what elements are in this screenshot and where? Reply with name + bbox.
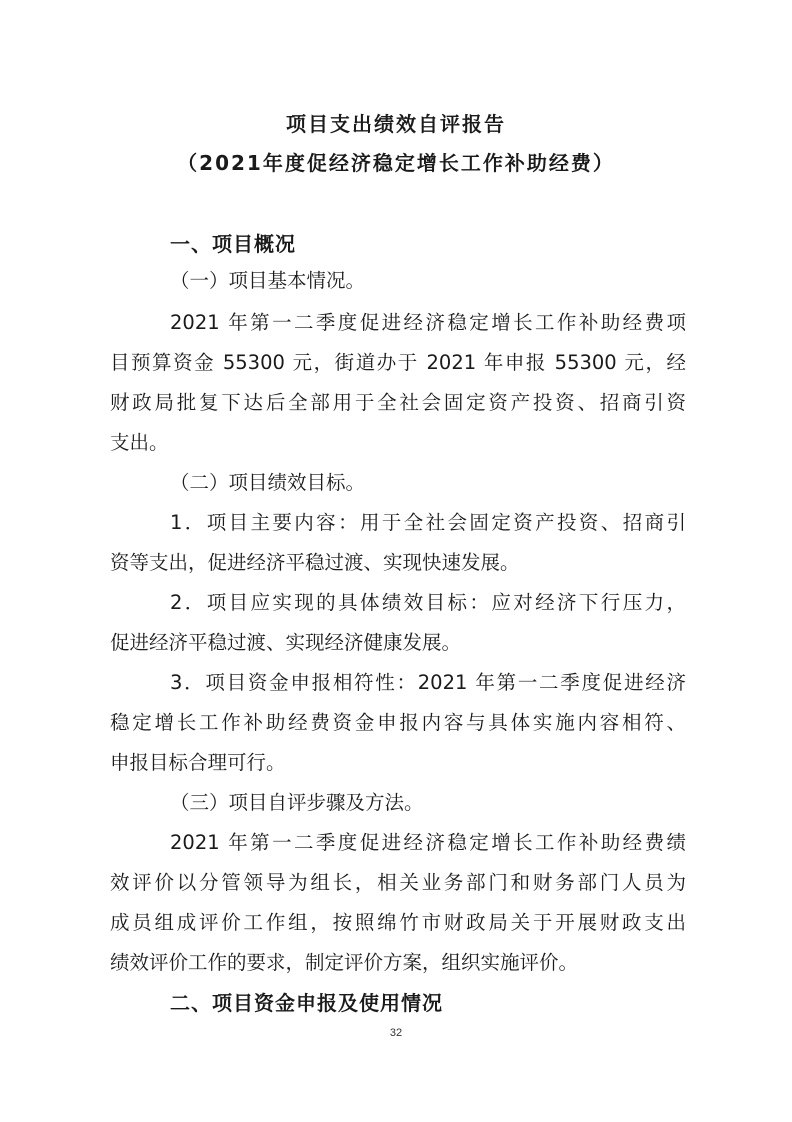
subsection1-heading: （一）项目基本情况。 [170, 269, 366, 292]
paragraph-line: 成员组成评价工作组，按照绵竹市财政局关于开展财政支出 [110, 911, 686, 934]
paragraph-line: 效评价以分管领导为组长，相关业务部门和财务部门人员为 [110, 871, 686, 894]
list-item-line: 稳定增长工作补助经费资金申报内容与具体实施内容相符、 [110, 711, 686, 734]
paragraph-line: 财政局批复下达后全部用于全社会固定资产投资、招商引资 [110, 391, 686, 414]
list-item-line: 2．项目应实现的具体绩效目标：应对经济下行压力， [170, 591, 686, 614]
section1-heading: 一、项目概况 [170, 232, 296, 256]
subsection2-heading: （二）项目绩效目标。 [170, 471, 366, 494]
paragraph-line: 支出。 [110, 431, 169, 454]
list-item-line: 促进经济平稳过渡、实现经济健康发展。 [110, 631, 462, 654]
paragraph-line: 2021 年第一二季度促进经济稳定增长工作补助经费绩 [170, 831, 686, 854]
list-item-line: 资等支出，促进经济平稳过渡、实现快速发展。 [110, 551, 520, 574]
paragraph-line: 目预算资金 55300 元，街道办于 2021 年申报 55300 元，经 [110, 351, 686, 374]
page-number: 32 [389, 1027, 403, 1039]
paragraph-line: 2021 年第一二季度促进经济稳定增长工作补助经费项 [170, 311, 686, 334]
report-subtitle: （2021年度促经济稳定增长工作补助经费） [177, 151, 615, 175]
subsection3-heading: （三）项目自评步骤及方法。 [170, 791, 424, 814]
list-item-line: 3．项目资金申报相符性：2021 年第一二季度促进经济 [170, 671, 686, 694]
list-item-line: 1．项目主要内容：用于全社会固定资产投资、招商引 [170, 511, 686, 534]
list-item-line: 申报目标合理可行。 [110, 751, 286, 774]
report-title: 项目支出绩效自评报告 [286, 112, 506, 136]
section2-heading: 二、项目资金申报及使用情况 [170, 991, 443, 1015]
paragraph-line: 绩效评价工作的要求，制定评价方案，组织实施评价。 [110, 951, 579, 974]
